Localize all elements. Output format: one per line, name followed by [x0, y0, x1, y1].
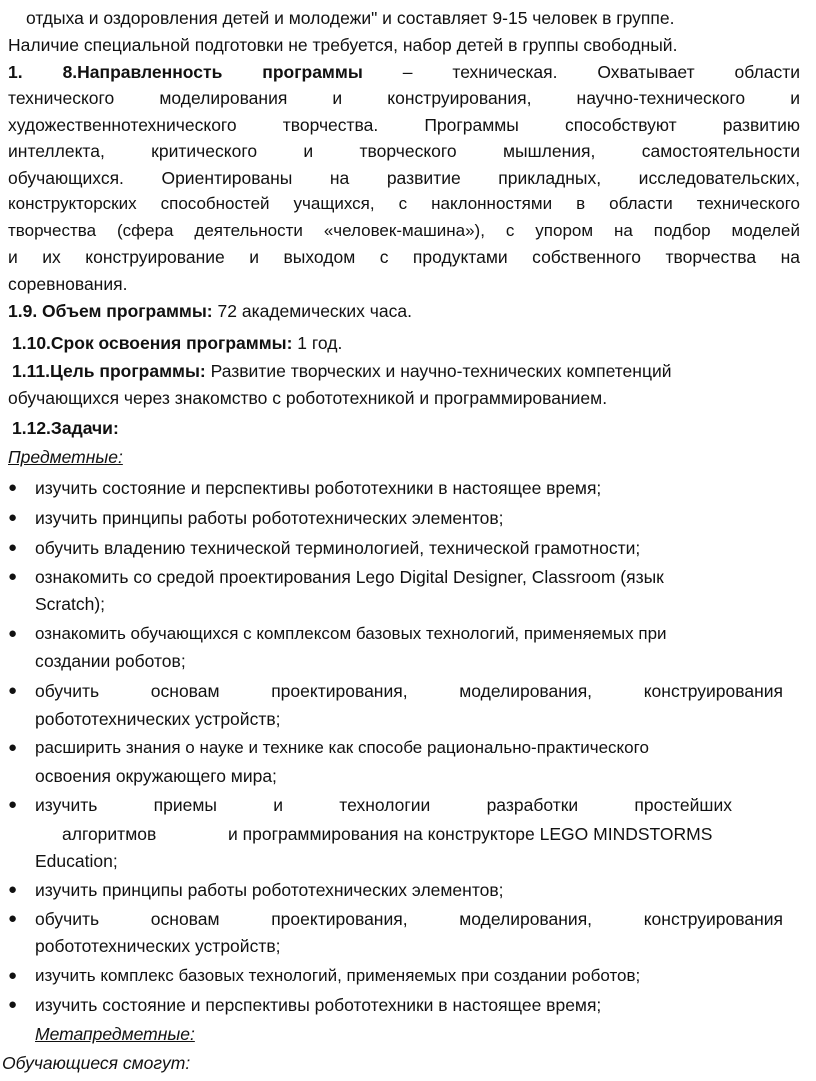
volume-value: 72 академических часа.: [212, 301, 412, 321]
tasks-heading: [12, 415, 119, 441]
bullet-icon: ●: [8, 881, 18, 898]
term-value: 1 год.: [292, 333, 343, 353]
list-item-cont: создании роботов;: [35, 651, 186, 671]
list-item: ознакомить со средой проектирования Lego Digital Designer, Classroom (язык: [35, 567, 664, 587]
text-line: Наличие специальной подготовки не требуется, набор детей в группы свободный.: [8, 35, 678, 55]
list-item: обучить основам проектирования, моделирования, конструирования: [35, 909, 783, 929]
list-item-cont: освоения окружающего мира;: [35, 766, 277, 786]
list-item-cont: Education;: [35, 851, 118, 871]
bullet-icon: ●: [8, 479, 18, 496]
bullet-icon: ●: [8, 682, 18, 699]
section-title: 8.Направленность программы: [62, 62, 363, 82]
text-line: конструкторских способностей учащихся, с наклонностями в области технического: [8, 194, 800, 213]
learners-subheading: Обучающиеся смогут:: [2, 1053, 191, 1073]
text-line: художественнотехнического творчества. Программы способствуют развитию: [8, 115, 800, 135]
text-line: обучающихся. Ориентированы на развитие прикладных, исследовательских,: [8, 168, 800, 188]
text: – техническая. Охватывает области: [402, 62, 800, 82]
list-item-cont: робототехнических устройств;: [35, 709, 281, 729]
list-item: изучить принципы работы робототехнических элементов;: [35, 880, 504, 900]
list-item: изучить состояние и перспективы робототехники в настоящее время;: [35, 995, 602, 1015]
text-line: творчества (сфера деятельности «человек-машина»), с упором на подбор моделей: [8, 221, 800, 240]
term-label: 1.10.Срок освоения программы:: [12, 333, 293, 353]
term-line: [12, 330, 342, 356]
bullet-icon: ●: [8, 568, 18, 585]
list-item: обучить основам проектирования, моделирования, конструирования: [35, 681, 783, 701]
bullet-icon: ●: [8, 539, 18, 556]
goal-line: [12, 358, 672, 384]
list-item: изучить принципы работы робототехнических элементов;: [35, 508, 504, 528]
text-line: обучающихся через знакомство с робототехникой и программированием.: [8, 388, 608, 408]
list-item: расширить знания о науке и технике как способе рационально-практического: [35, 738, 649, 757]
bullet-icon: ●: [8, 910, 18, 927]
text-line: отдыха и оздоровления детей и молодежи" и составляет 9-15 человек в группе.: [26, 8, 675, 28]
text-line: технического моделирования и конструирования, научно-технического и: [8, 88, 800, 108]
list-item: изучить комплекс базовых технологий, применяемых при создании роботов;: [35, 966, 641, 985]
bullet-icon: ●: [8, 509, 18, 526]
list-item-cont: Scratch);: [35, 594, 106, 614]
text-line: интеллекта, критического и творческого мышления, самостоятельности: [8, 141, 800, 161]
list-item: обучить владению технической терминологией, технической грамотности;: [35, 538, 641, 558]
text-line: и их конструирование и выходом с продуктами собственного творчества на: [8, 247, 800, 267]
list-item-cont: и программирования на конструкторе LEGO MINDSTORMS: [228, 824, 713, 844]
volume-label: 1.9. Объем программы:: [8, 301, 213, 321]
subject-subheading: Предметные:: [8, 447, 123, 467]
tasks-label: 1.12.Задачи:: [12, 418, 119, 438]
text-line: соревнования.: [8, 274, 128, 294]
bullet-icon: ●: [8, 625, 18, 642]
bullet-icon: ●: [8, 996, 18, 1013]
section-number: 1.: [8, 62, 23, 82]
list-item: изучить приемы и технологии разработки простейших: [35, 795, 732, 815]
section-direction-heading: [8, 59, 800, 85]
list-item: изучить состояние и перспективы робототехники в настоящее время;: [35, 478, 602, 498]
list-item-cont: алгоритмов: [62, 824, 157, 844]
volume-line: [8, 298, 412, 324]
goal-value: Развитие творческих и научно-технических компетенций: [205, 361, 672, 381]
list-item: ознакомить обучающихся с комплексом базовых технологий, применяемых при: [35, 624, 667, 643]
meta-subheading: Метапредметные:: [35, 1024, 195, 1044]
goal-label: 1.11.Цель программы:: [12, 361, 206, 381]
bullet-icon: ●: [8, 796, 18, 813]
bullet-icon: ●: [8, 739, 18, 756]
bullet-icon: ●: [8, 967, 18, 984]
list-item-cont: робототехнических устройств;: [35, 936, 281, 956]
